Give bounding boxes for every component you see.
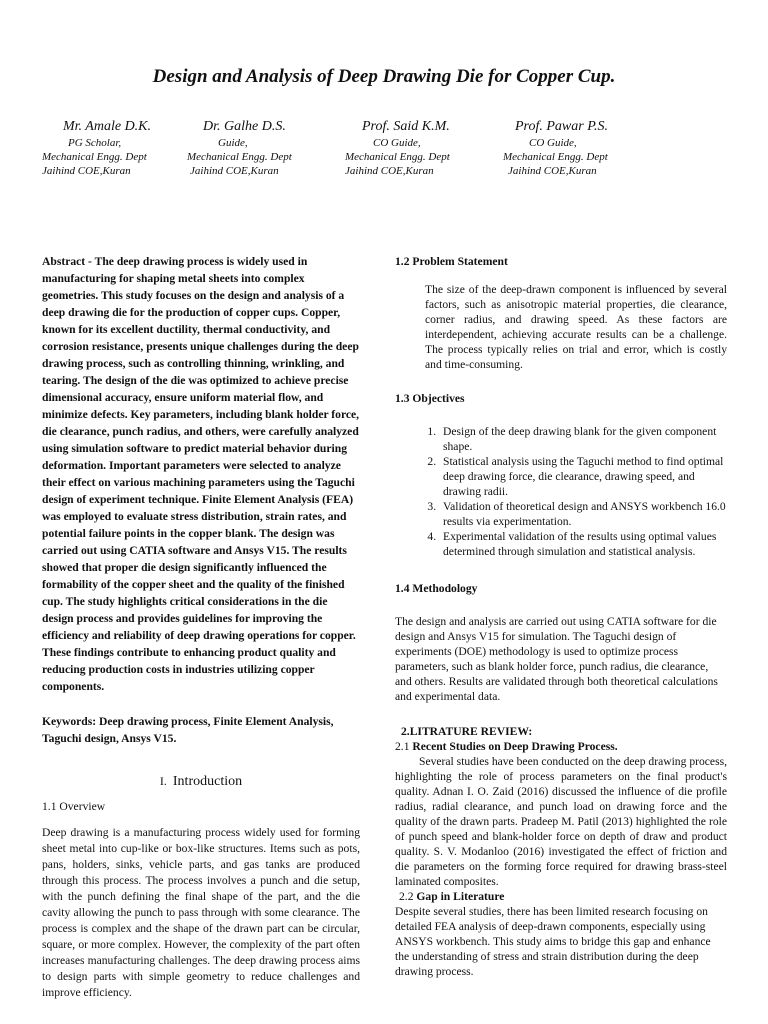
introduction-heading (42, 773, 360, 790)
author-name: Prof. Said K.M. (362, 119, 450, 134)
list-item: 4. Experimental validation of the results using optimal values determined through simulation and statistical analysis. (439, 529, 727, 559)
left-column (42, 253, 360, 1001)
author-inst: Jaihind COE,Kuran (190, 165, 279, 177)
author-role: PG Scholar, (68, 137, 122, 149)
section-title: Introduction (172, 774, 243, 789)
author-inst: Jaihind COE,Kuran (345, 165, 434, 177)
literature-subheading (395, 739, 727, 754)
overview-text: Deep drawing is a manufacturing process widely used for forming sheet metal into cup-like or box-like structures. Items such as pots, pans, holders, sinks, vehicle parts, and gas tanks are produced through this process. The process involves a punch and die setup, with the punch defining the final shape of the part, and the die cavity allowing the punch to pass through with some clearance. The process is complex and the shape of the drawn part can be circular, square, or more complex. However, the complexity of the part often increases manufacturing challenges. The deep drawing process aims to design parts with simple geometry to reduce challenges and improve efficiency. (42, 826, 360, 999)
subsection-title: Gap in Literature (416, 890, 505, 903)
subsection-title: Recent Studies on Deep Drawing Process. (412, 740, 618, 753)
gap-text: Despite several studies, there has been limited research focusing on detailed FEA analysis of deep-drawn components, especially using ANSYS workbench. This study aims to bridge this gap and enhance the understanding of stress and strain distribution during the deep drawing process. (395, 905, 711, 978)
paper-title: Design and Analysis of Deep Drawing Die for Copper Cup. (152, 66, 616, 87)
author-dept: Mechanical Engg. Dept (503, 151, 608, 163)
objectives-heading: 1.3 Objectives (395, 392, 465, 405)
author-block (503, 119, 608, 178)
subsection-number: 2.2 (399, 890, 414, 903)
literature-heading: 2.LITRATURE REVIEW: (401, 725, 533, 738)
author-inst: Jaihind COE,Kuran (508, 165, 597, 177)
author-block (345, 119, 450, 178)
methodology-text: The design and analysis are carried out using CATIA software for die design and Ansys V15 for simulation. The Taguchi design of experiments (DOE) methodology is used to optimize process parameters, such as blank holder force, punch radius, die clearance, and others. Results are validated through both theoretical calculations and experimental data. (395, 615, 718, 703)
author-name: Prof. Pawar P.S. (515, 119, 608, 134)
gap-heading (399, 889, 727, 904)
problem-text: The size of the deep-drawn component is influenced by several factors, such as anisotropic material properties, die clearance, corner radius, and drawing speed. As these factors are interdependent, achieving accurate results can be a challenge. The process typically relies on trial and error, which is costly and time-consuming. (425, 283, 727, 371)
author-dept: Mechanical Engg. Dept (42, 151, 147, 163)
author-name: Mr. Amale D.K. (63, 119, 152, 134)
literature-text: Several studies have been conducted on the deep drawing process, highlighting the role of process parameters on the final product's quality. Adnan I. O. Zaid (2016) discussed the influence of die profile radius, radial clearance, and punch load on drawing force and the quality of the drawn parts. Pradeep M. Patil (2013) highlighted the role of punch speed and blank-holder force on depth of draw and product quality. S. V. Modanloo (2016) investigated the effect of friction and die parameters on the forming force required for drawing brass-steel laminated composites. (395, 755, 727, 888)
list-item: 2. Statistical analysis using the Taguchi method to find optimal deep drawing force, die clearance, drawing speed, and drawing radii. (439, 454, 727, 499)
keywords: Keywords: Deep drawing process, Finite Element Analysis, Taguchi design, Ansys V15. (42, 715, 334, 745)
list-item: 1. Design of the deep drawing blank for the given component shape. (439, 424, 727, 454)
author-block (187, 119, 292, 178)
author-dept: Mechanical Engg. Dept (187, 151, 292, 163)
author-name: Dr. Galhe D.S. (203, 119, 286, 134)
methodology-heading: 1.4 Methodology (395, 582, 478, 595)
overview-heading: 1.1 Overview (42, 800, 106, 813)
author-dept: Mechanical Engg. Dept (345, 151, 450, 163)
list-item: 3. Validation of theoretical design and ANSYS workbench 16.0 results via experimentation. (439, 499, 727, 529)
author-inst: Jaihind COE,Kuran (42, 165, 131, 177)
objectives-list (395, 424, 727, 559)
abstract: Abstract - The deep drawing process is widely used in manufacturing for shaping metal sheets into complex geometries. This study focuses on the design and analysis of a deep drawing die for the production of copper cups. Copper, known for its excellent ductility, thermal conductivity, and corrosion resistance, presents unique challenges during the deep drawing process, such as controlling thinning, wrinkling, and tearing. The design of the die was optimized to achieve precise dimensional accuracy, ensure uniform material flow, and minimize defects. Key parameters, including blank holder force, die clearance, punch radius, and others, were carefully analyzed using simulation software to predict material behavior during deformation. Important parameters were selected to analyze their effect on various machining parameters using the Taguchi design of experiment technique. Finite Element Analysis (FEA) was employed to evaluate stress distribution, strain rates, and potential failure points in the copper blank. The design was carried out using CATIA software and Ansys V15. The results showed that proper die design significantly influenced the formability of the copper sheet and the quality of the finished cup. The study highlights critical considerations in the die design process and provides guidelines for improving the efficiency and reliability of deep drawing operations for copper. These findings contribute to enhancing product quality and reducing production costs in industries utilizing copper components. (42, 255, 360, 693)
author-role: CO Guide, (373, 137, 421, 149)
subsection-number: 2.1 (395, 740, 410, 753)
section-number: I. (159, 774, 167, 788)
author-block (42, 119, 152, 178)
author-role: CO Guide, (529, 137, 577, 149)
problem-heading: 1.2 Problem Statement (395, 255, 508, 268)
right-column (395, 253, 727, 979)
author-role: Guide, (218, 137, 248, 149)
